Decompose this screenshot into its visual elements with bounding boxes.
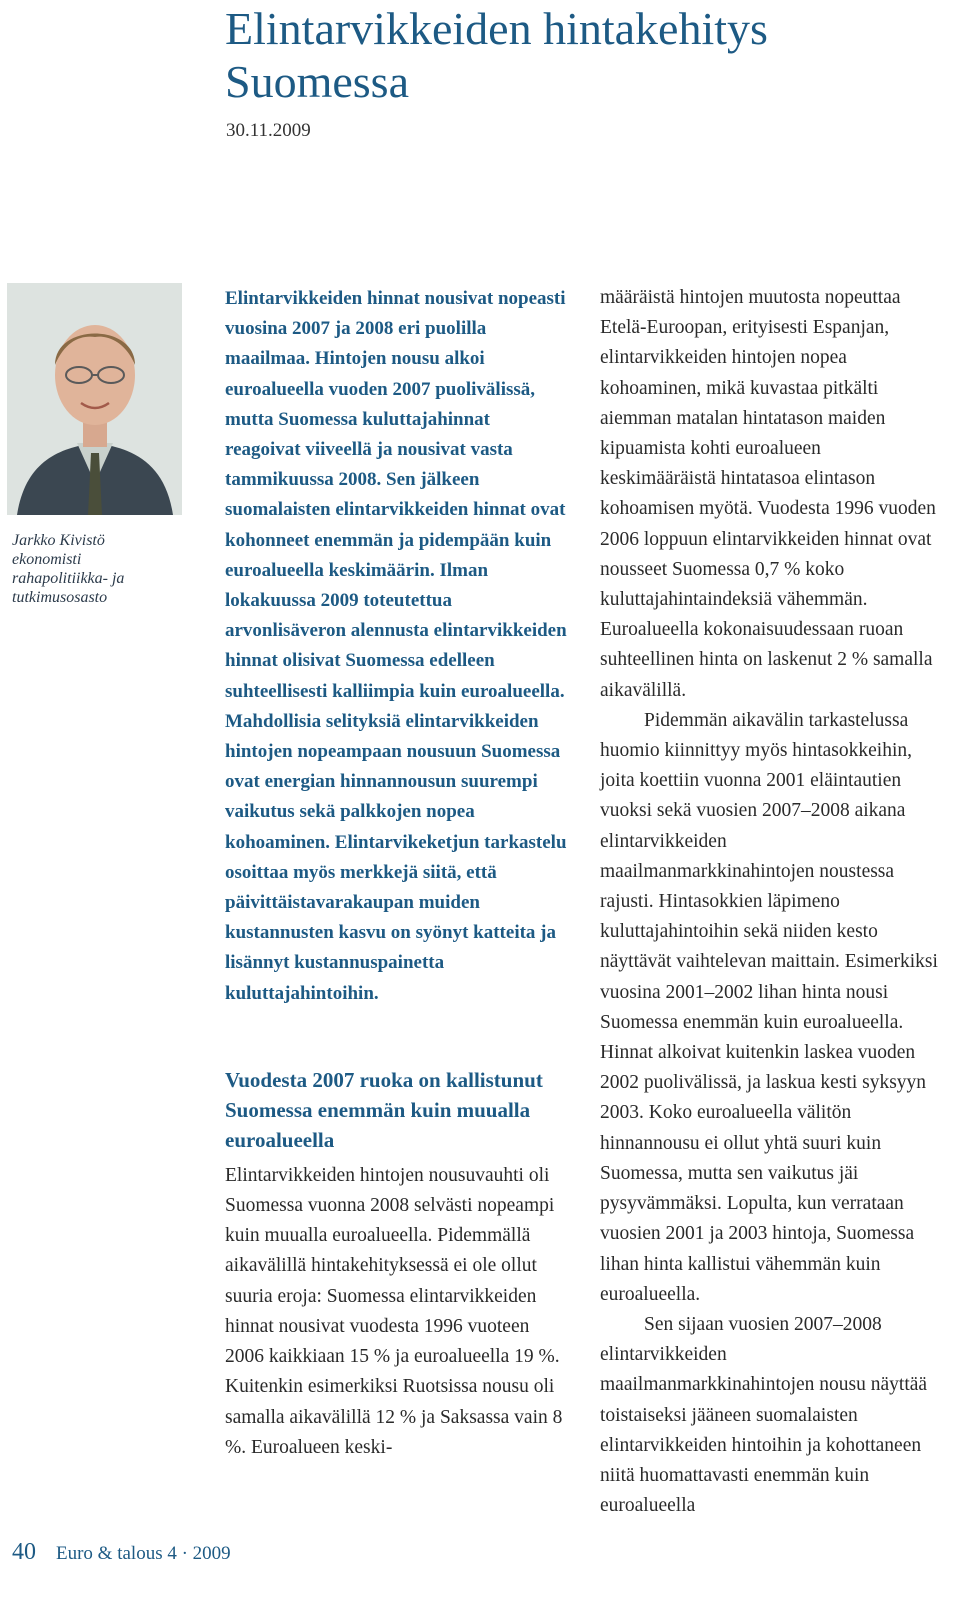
article-date: 30.11.2009 <box>226 120 311 141</box>
author-title: ekonomisti <box>12 551 82 568</box>
article-title: Elintarvikkeiden hintakehitys Suomessa <box>225 3 768 107</box>
body-paragraph-1: määräistä hintojen muutosta nopeuttaa Etelä-Euroopan, erityisesti Espanjan, elintarvikkeiden hintojen nopea kohoaminen, mikä kuvastaa pitkälti aiemman matalan hintatason maiden kipuamista kohti euroalueen keskimääräistä hintatasoa elintason kohoamisen myötä. Vuodesta 1996 vuoden 2006 loppuun elintarvikkeiden hinnat ovat nousseet Suomessa 0,7 % koko kuluttajahintaindeksiä vähemmän. Euroalueella kokonaisuudessaan ruoan suhteellinen hinta on laskenut 2 % samalla aikavälillä. <box>600 287 936 701</box>
section-body-paragraph: Elintarvikkeiden hintojen nousuvauhti oli Suomessa vuonna 2008 selvästi nopeampi kuin muualla euroalueella. Pidemmällä aikavälillä hintakehityksessä ei ole ollut suuria eroja: Suomessa elintarvikkeiden hinnat nousivat vuodesta 1996 vuoteen 2006 kaikkiaan 15 % ja euroalueella 19 %. Kuitenkin esimerkiksi Ruotsissa nousu oli samalla aikavälillä 12 % ja Saksassa vain 8 %. Euroalueen keski- <box>225 1164 563 1458</box>
author-photo <box>7 283 182 515</box>
section-heading: Vuodesta 2007 ruoka on kallistunut Suomessa enemmän kuin muualla euroalueella <box>225 1067 543 1152</box>
author-caption <box>12 531 182 607</box>
publication-name: Euro & talous 4 · 2009 <box>56 1543 231 1564</box>
author-portrait-illustration <box>7 283 182 515</box>
page-footer <box>12 1539 231 1566</box>
body-paragraph-3: Sen sijaan vuosien 2007–2008 elintarvikkeiden maailmanmarkkinahintojen nousu näyttää toistaiseksi jääneen suomalaisten elintarvikkeiden hintoihin ja kohottaneen niitä huomattavasti enemmän kuin euroalueella <box>600 1313 928 1517</box>
column-left <box>225 284 570 1463</box>
body-paragraph-2: Pidemmän aikavälin tarkastelussa huomio kiinnittyy myös hintasokkeihin, joita koettiin vuonna 2001 eläintautien vuoksi sekä vuosien 2007–2008 aikana elintarvikkeiden maailmanmarkkinahintojen noustessa rajusti. Hintasokkien läpimeno kuluttajahintoihin sekä niiden kesto näyttävät vaihtelevan maittain. Esimerkiksi vuosina 2001–2002 lihan hinta nousi Suomessa enemmän kuin euroalueella. Hinnat alkoivat kuitenkin laskea vuoden 2002 puolivälissä, ja laskua kesti syksyyn 2003. Koko euroalueella välitön hinnannousu ei ollut yhtä suuri kuin Suomessa, mutta sen vaikutus jäi pysyvämmäksi. Lopulta, kun verrataan vuosien 2001 ja 2003 hintoja, Suomessa lihan hinta kallistui vähemmän kuin euroalueella. <box>600 709 938 1305</box>
lead-paragraph: Elintarvikkeiden hinnat nousivat nopeasti vuosina 2007 ja 2008 eri puolilla maailmaa. Hintojen nousu alkoi euroalueella vuoden 2007 puolivälissä, mutta Suomessa kuluttajahinnat reagoivat viiveellä ja nousivat vasta tammikuussa 2008. Sen jälkeen suomalaisten elintarvikkeiden hinnat ovat kohonneet enemmän ja pidempään kuin euroalueella keskimäärin. Ilman lokakuussa 2009 toteutettua arvonlisäveron alennusta elintarvikkeiden hinnat olisivat Suomessa edelleen suhteellisesti kalliimpia kuin euroalueella. Mahdollisia selityksiä elintarvikkeiden hintojen nopeampaan nousuun Suomessa ovat energian hinnannousun suurempi vaikutus sekä palkkojen nopea kohoaminen. Elintarvikeketjun tarkastelu osoittaa myös merkkejä siitä, että päivittäistavarakaupan muiden kustannusten kasvu on syönyt katteita ja lisännyt kustannuspainetta kuluttajahintoihin. <box>225 288 567 1004</box>
author-name: Jarkko Kivistö <box>12 532 105 549</box>
page-number: 40 <box>12 1539 36 1565</box>
author-department-line1: rahapolitiikka- ja <box>12 570 125 587</box>
author-department-line2: tutkimusosasto <box>12 589 108 606</box>
column-right <box>600 283 940 1521</box>
